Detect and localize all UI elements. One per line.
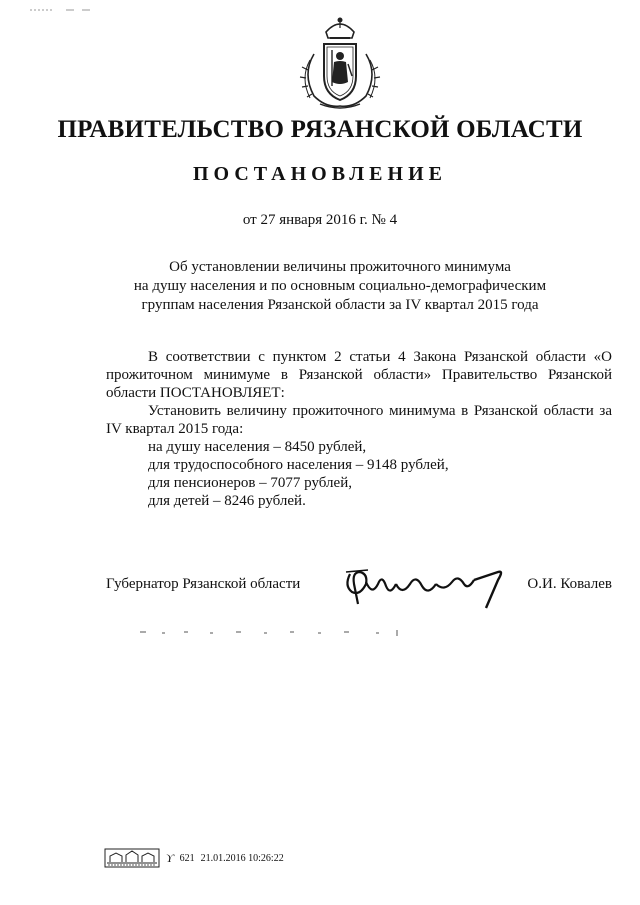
list-item: для пенсионеров – 7077 рублей, <box>148 475 352 491</box>
subject-line: группам населения Рязанской области за IV квартал 2015 года <box>141 297 539 313</box>
body-paragraph: В соответствии с пунктом 2 статьи 4 Закона Рязанской области «О прожиточном минимуме в Рязанской области» Правительство Рязанской области ПОСТАНОВЛЯЕТ: <box>106 349 612 401</box>
registration-number: 621 <box>179 852 195 864</box>
document-subject <box>120 258 560 315</box>
document-type: ПОСТАНОВЛЕНИЕ <box>193 163 447 185</box>
signature-block <box>106 576 612 606</box>
body-paragraph: Установить величину прожиточного минимума в Рязанской области за IV квартал 2015 года: <box>106 403 612 437</box>
signatory-title: Губернатор Рязанской области <box>106 576 301 592</box>
subsistence-values-list <box>106 438 612 510</box>
subject-line: на душу населения и по основным социально-демографическим <box>133 278 547 294</box>
list-item: для детей – 8246 рублей. <box>148 493 306 509</box>
building-logo-icon <box>104 848 160 868</box>
document-body <box>106 348 612 510</box>
registration-timestamp: 21.01.2016 10:26:22 <box>200 852 284 864</box>
government-title: ПРАВИТЕЛЬСТВО РЯЗАНСКОЙ ОБЛАСТИ <box>57 116 583 143</box>
registration-mark: ϒ <box>166 850 174 865</box>
coat-of-arms-icon <box>292 14 388 114</box>
document-footer <box>104 848 284 868</box>
list-item: на душу населения – 8450 рублей, <box>148 439 367 455</box>
document-date-number: от 27 января 2016 г. № 4 <box>242 212 398 228</box>
scan-artifact <box>140 628 430 638</box>
signatory-name: О.И. Ковалев <box>527 576 612 592</box>
scan-artifact <box>30 8 90 12</box>
handwritten-signature <box>338 562 518 610</box>
subject-line: Об установлении величины прожиточного минимума <box>169 259 511 275</box>
list-item: для трудоспособного населения – 9148 рублей, <box>148 457 449 473</box>
